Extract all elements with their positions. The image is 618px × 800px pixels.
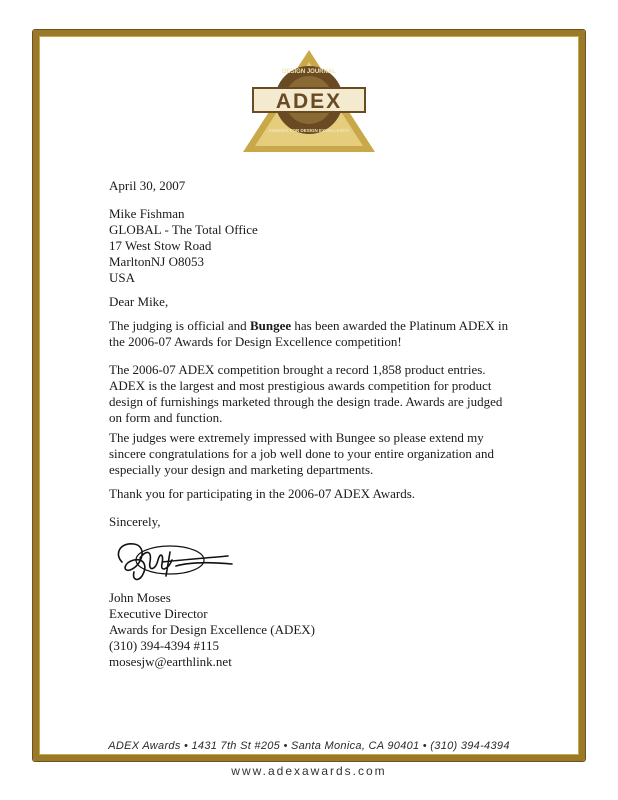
adex-logo <box>239 48 379 158</box>
handwritten-signature <box>110 532 240 587</box>
letter-date: April 30, 2007 <box>109 178 186 193</box>
paragraph-competition: The 2006-07 ADEX competition brought a record 1,858 product entries. ADEX is the largest and most prestigious awards competition for product design of furnishings marketed through the design trade. Awards are judged on form and function. <box>109 362 503 425</box>
footer-address: ADEX Awards • 1431 7th St #205 • Santa Monica, CA 90401 • (310) 394-4394 <box>108 740 510 752</box>
recipient-name: Mike Fishman <box>109 206 185 221</box>
paragraph-award-end: has been awarded the Platinum ADEX in the 2006-07 Awards for Design Excellence competition! <box>109 318 509 349</box>
signer-name: John Moses <box>109 590 171 605</box>
paragraph-judges: The judges were extremely impressed with Bungee so please extend my sincere congratulations for a job well done to your entire organization and especially your design and marketing departments. <box>109 430 494 477</box>
footer-website: www.adexawards.com <box>231 764 387 778</box>
paragraph-award <box>109 318 509 350</box>
signer-org: Awards for Design Excellence (ADEX) <box>109 622 316 637</box>
salutation: Dear Mike, <box>109 294 169 309</box>
logo-brand-text: ADEX <box>275 90 343 113</box>
recipient-city: MarltonNJ O8053 <box>109 254 204 269</box>
recipient-street: 17 West Stow Road <box>109 238 212 253</box>
recipient-company: GLOBAL - The Total Office <box>109 222 258 237</box>
logo-bottom-text: AWARDS FOR DESIGN EXCELLENCE <box>268 128 350 133</box>
paragraph-thanks: Thank you for participating in the 2006-07 ADEX Awards. <box>109 486 416 501</box>
signer-title: Executive Director <box>109 606 208 621</box>
product-name: Bungee <box>249 318 292 333</box>
logo-top-text: DESIGN JOURNAL <box>282 69 336 75</box>
paragraph-award-start: The judging is official and <box>109 318 250 333</box>
signer-phone: (310) 394-4394 #115 <box>109 638 220 653</box>
closing: Sincerely, <box>109 514 161 529</box>
signer-email: mosesjw@earthlink.net <box>109 654 232 669</box>
recipient-country: USA <box>109 270 136 285</box>
